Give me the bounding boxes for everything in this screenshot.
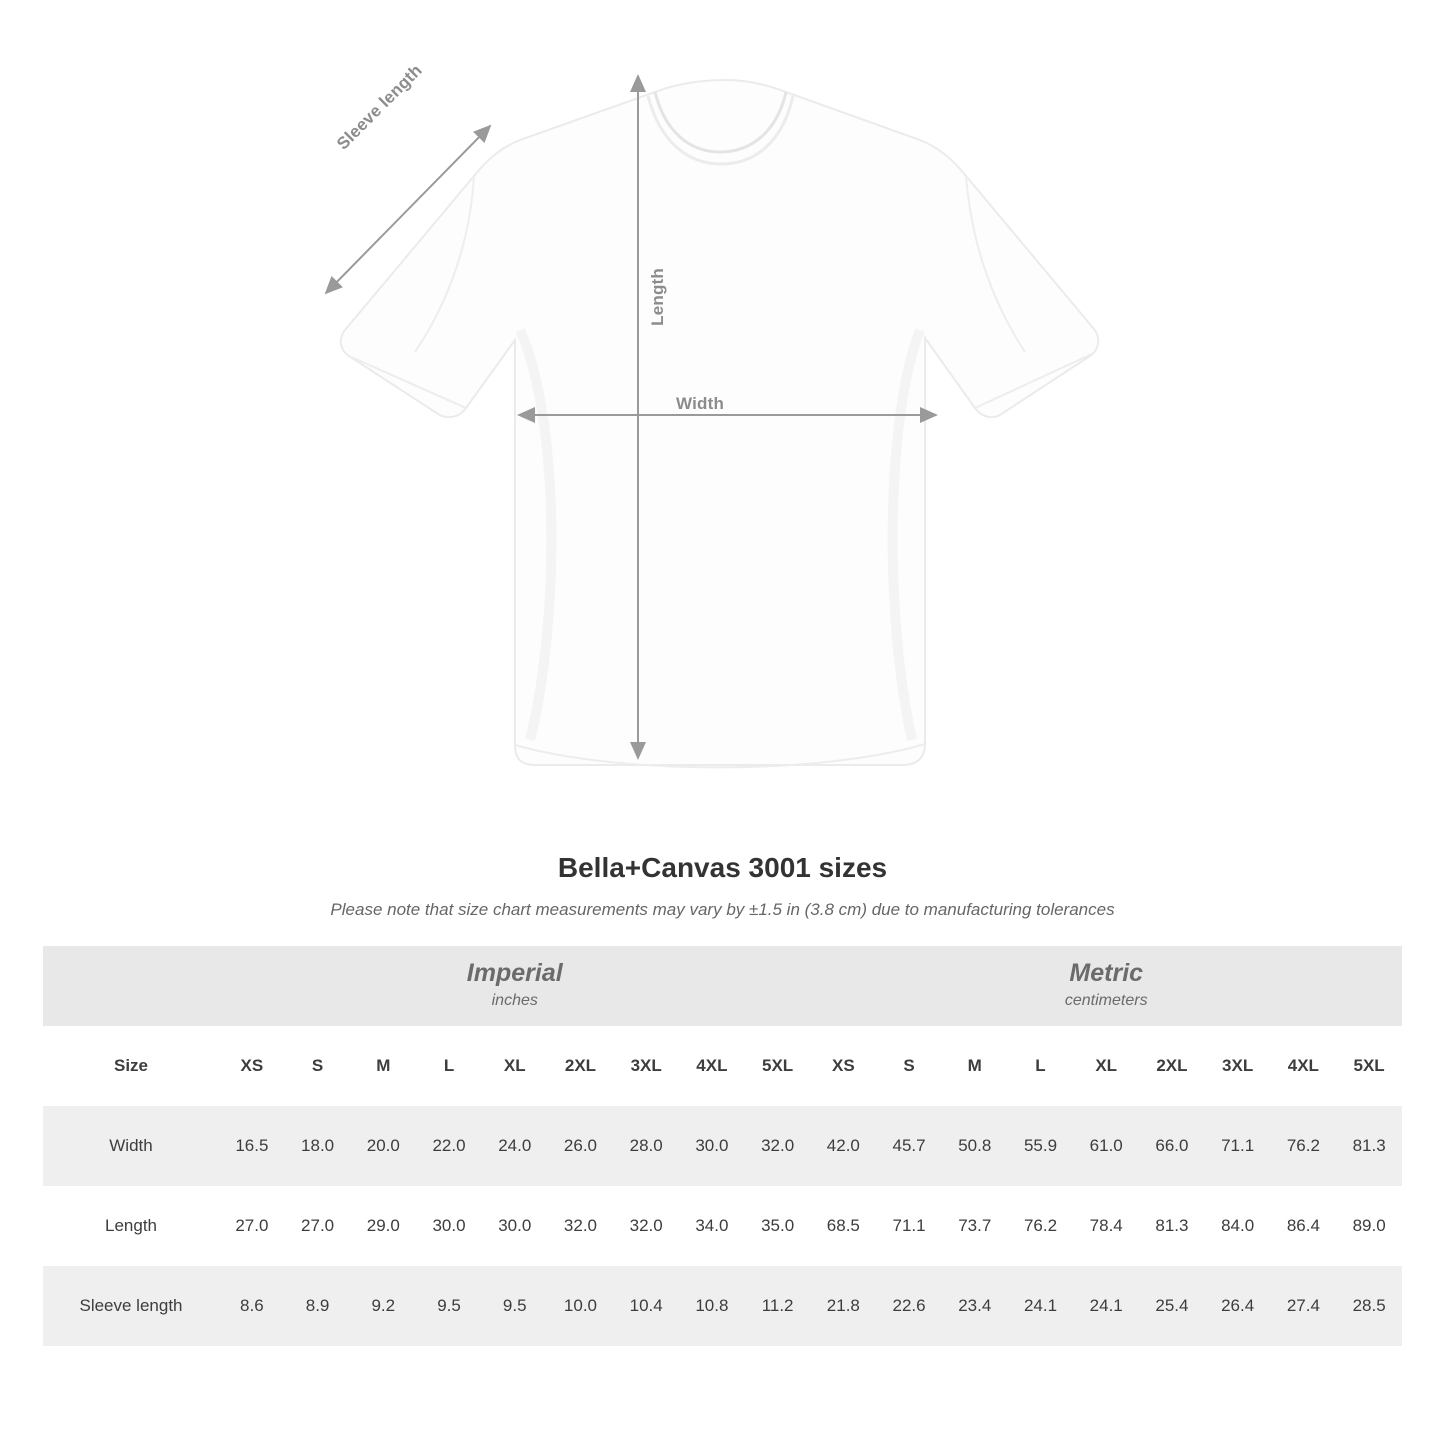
size-column-header: 3XL (1205, 1026, 1271, 1106)
size-header-row (43, 1026, 1402, 1106)
table-cell: 78.4 (1073, 1186, 1139, 1266)
size-column-header: 4XL (1271, 1026, 1337, 1106)
table-cell: 66.0 (1139, 1106, 1205, 1186)
size-column-header: L (1008, 1026, 1074, 1106)
size-header-label: Size (43, 1026, 219, 1106)
size-column-header: 5XL (1336, 1026, 1402, 1106)
table-cell: 81.3 (1139, 1186, 1205, 1266)
table-cell: 30.0 (416, 1186, 482, 1266)
table-cell: 42.0 (810, 1106, 876, 1186)
size-column-header: 5XL (745, 1026, 811, 1106)
table-cell: 32.0 (548, 1186, 614, 1266)
table-cell: 61.0 (1073, 1106, 1139, 1186)
table-cell: 24.1 (1073, 1266, 1139, 1346)
table-cell: 10.0 (548, 1266, 614, 1346)
sleeve-length-label: Sleeve length (333, 60, 426, 154)
table-cell: 11.2 (745, 1266, 811, 1346)
unit-group-metric (810, 946, 1402, 1026)
unit-header-spacer (43, 946, 219, 1026)
table-cell: 32.0 (745, 1106, 811, 1186)
table-cell: 28.5 (1336, 1266, 1402, 1346)
tshirt-shape (341, 80, 1098, 767)
size-column-header: 4XL (679, 1026, 745, 1106)
size-column-header: XS (219, 1026, 285, 1106)
table-cell: 22.6 (876, 1266, 942, 1346)
table-cell: 81.3 (1336, 1106, 1402, 1186)
size-column-header: M (942, 1026, 1008, 1106)
table-cell: 55.9 (1008, 1106, 1074, 1186)
table-cell: 22.0 (416, 1106, 482, 1186)
table-cell: 28.0 (613, 1106, 679, 1186)
tolerance-note: Please note that size chart measurements may vary by ±1.5 in (3.8 cm) due to manufacturing tolerances (330, 900, 1115, 919)
size-column-header: 2XL (1139, 1026, 1205, 1106)
size-column-header: S (876, 1026, 942, 1106)
table-cell: 8.6 (219, 1266, 285, 1346)
table-cell: 50.8 (942, 1106, 1008, 1186)
table-cell: 32.0 (613, 1186, 679, 1266)
page-title: Bella+Canvas 3001 sizes (557, 852, 888, 883)
table-row (43, 1266, 1402, 1346)
size-column-header: XL (1073, 1026, 1139, 1106)
table-cell: 25.4 (1139, 1266, 1205, 1346)
table-row (43, 1186, 1402, 1266)
table-row (43, 1106, 1402, 1186)
unit-group-metric-unit: centimeters (1064, 991, 1148, 1009)
unit-group-imperial (219, 946, 810, 1026)
table-cell: 21.8 (810, 1266, 876, 1346)
table-cell: 30.0 (482, 1186, 548, 1266)
size-column-header: 2XL (548, 1026, 614, 1106)
table-cell: 10.4 (613, 1266, 679, 1346)
unit-group-imperial-unit: inches (491, 991, 538, 1009)
size-table-wrap (43, 946, 1402, 1346)
size-table (43, 946, 1402, 1346)
size-column-header: XL (482, 1026, 548, 1106)
table-cell: 29.0 (350, 1186, 416, 1266)
table-cell: 24.1 (1008, 1266, 1074, 1346)
table-cell: 30.0 (679, 1106, 745, 1186)
row-label: Length (43, 1186, 219, 1266)
size-column-header: 3XL (613, 1026, 679, 1106)
table-cell: 84.0 (1205, 1186, 1271, 1266)
table-cell: 20.0 (350, 1106, 416, 1186)
table-cell: 68.5 (810, 1186, 876, 1266)
table-cell: 73.7 (942, 1186, 1008, 1266)
table-cell: 9.5 (482, 1266, 548, 1346)
size-column-header: S (285, 1026, 351, 1106)
table-cell: 76.2 (1008, 1186, 1074, 1266)
size-column-header: L (416, 1026, 482, 1106)
table-cell: 89.0 (1336, 1186, 1402, 1266)
table-cell: 16.5 (219, 1106, 285, 1186)
table-cell: 10.8 (679, 1266, 745, 1346)
table-cell: 23.4 (942, 1266, 1008, 1346)
size-column-header: M (350, 1026, 416, 1106)
size-column-header: XS (810, 1026, 876, 1106)
table-cell: 86.4 (1271, 1186, 1337, 1266)
table-cell: 18.0 (285, 1106, 351, 1186)
chart-heading (0, 852, 1445, 920)
table-cell: 27.0 (285, 1186, 351, 1266)
table-cell: 71.1 (876, 1186, 942, 1266)
table-cell: 76.2 (1271, 1106, 1337, 1186)
row-label: Sleeve length (43, 1266, 219, 1346)
table-cell: 27.0 (219, 1186, 285, 1266)
unit-group-imperial-name: Imperial (466, 958, 563, 987)
table-cell: 9.2 (350, 1266, 416, 1346)
table-cell: 8.9 (285, 1266, 351, 1346)
table-cell: 71.1 (1205, 1106, 1271, 1186)
row-label: Width (43, 1106, 219, 1186)
table-cell: 35.0 (745, 1186, 811, 1266)
unit-header-row (43, 946, 1402, 1026)
table-cell: 26.4 (1205, 1266, 1271, 1346)
table-cell: 45.7 (876, 1106, 942, 1186)
table-cell: 27.4 (1271, 1266, 1337, 1346)
table-cell: 9.5 (416, 1266, 482, 1346)
width-label: Width (676, 394, 725, 413)
table-cell: 34.0 (679, 1186, 745, 1266)
unit-group-metric-name: Metric (1069, 958, 1144, 987)
table-cell: 24.0 (482, 1106, 548, 1186)
table-cell: 26.0 (548, 1106, 614, 1186)
length-label: Length (648, 268, 667, 326)
